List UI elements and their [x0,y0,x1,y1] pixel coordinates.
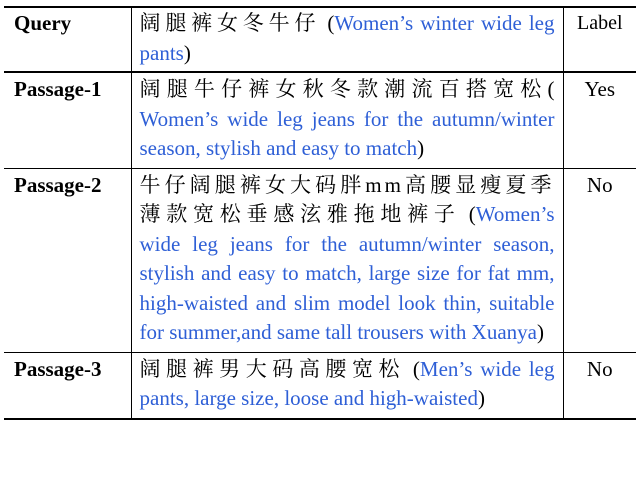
passage-3-chinese-text: 阔腿裤男大码高腰宽松 [139,356,406,381]
passage-1-text-cell [131,72,563,168]
passage-2-translation: Women’s wide leg jeans for the autumn/winter season, stylish and easy to match, large size for fat mm, high-waisted and slim model look thin, suitable for summer,and same tall trousers with Xuanya [139,202,555,344]
passage-3-text-cell [131,352,563,419]
passage-1-chinese-text: 阔腿牛仔裤女秋冬款潮流百搭宽松 [139,77,548,101]
passage-3-close-paren: ) [477,386,485,410]
passage-1-open-paren: ( [547,77,555,101]
table-row [4,352,636,419]
passage-3-label: Passage-3 [4,352,131,419]
passage-2-label: Passage-2 [4,168,131,352]
passage-1-close-paren: ) [417,136,425,160]
query-passage-table [4,6,636,420]
table-row [4,168,636,352]
passage-1-verdict: Yes [563,72,636,168]
passage-3-open-paren: ( [405,356,420,381]
passage-2-verdict: No [563,168,636,352]
passage-2-close-paren: ) [536,320,544,344]
table-row [4,72,636,168]
passage-1-translation: Women’s wide leg jeans for the autumn/winter season, stylish and easy to match [139,106,555,160]
passage-2-text-cell [131,168,563,352]
query-open-paren: ( [320,11,335,35]
table-header-row [4,7,636,72]
passage-3-translation: Men’s wide leg pants, large size, loose and high-waisted [139,356,555,410]
query-close-paren: ) [183,40,191,65]
query-text-cell [131,7,563,72]
passage-2-chinese-text: 牛仔阔腿裤女大码胖mm高腰显瘦夏季薄款宽松垂感泫雅拖地裤子 [139,172,555,226]
passage-2-open-paren: ( [460,202,476,226]
query-heading: Query [4,7,131,72]
passage-3-verdict: No [563,352,636,419]
query-chinese-text: 阔腿裤女冬牛仔 [139,11,321,35]
passage-1-label: Passage-1 [4,72,131,168]
query-translation: Women’s winter wide leg pants [139,11,555,65]
label-heading: Label [563,7,636,72]
